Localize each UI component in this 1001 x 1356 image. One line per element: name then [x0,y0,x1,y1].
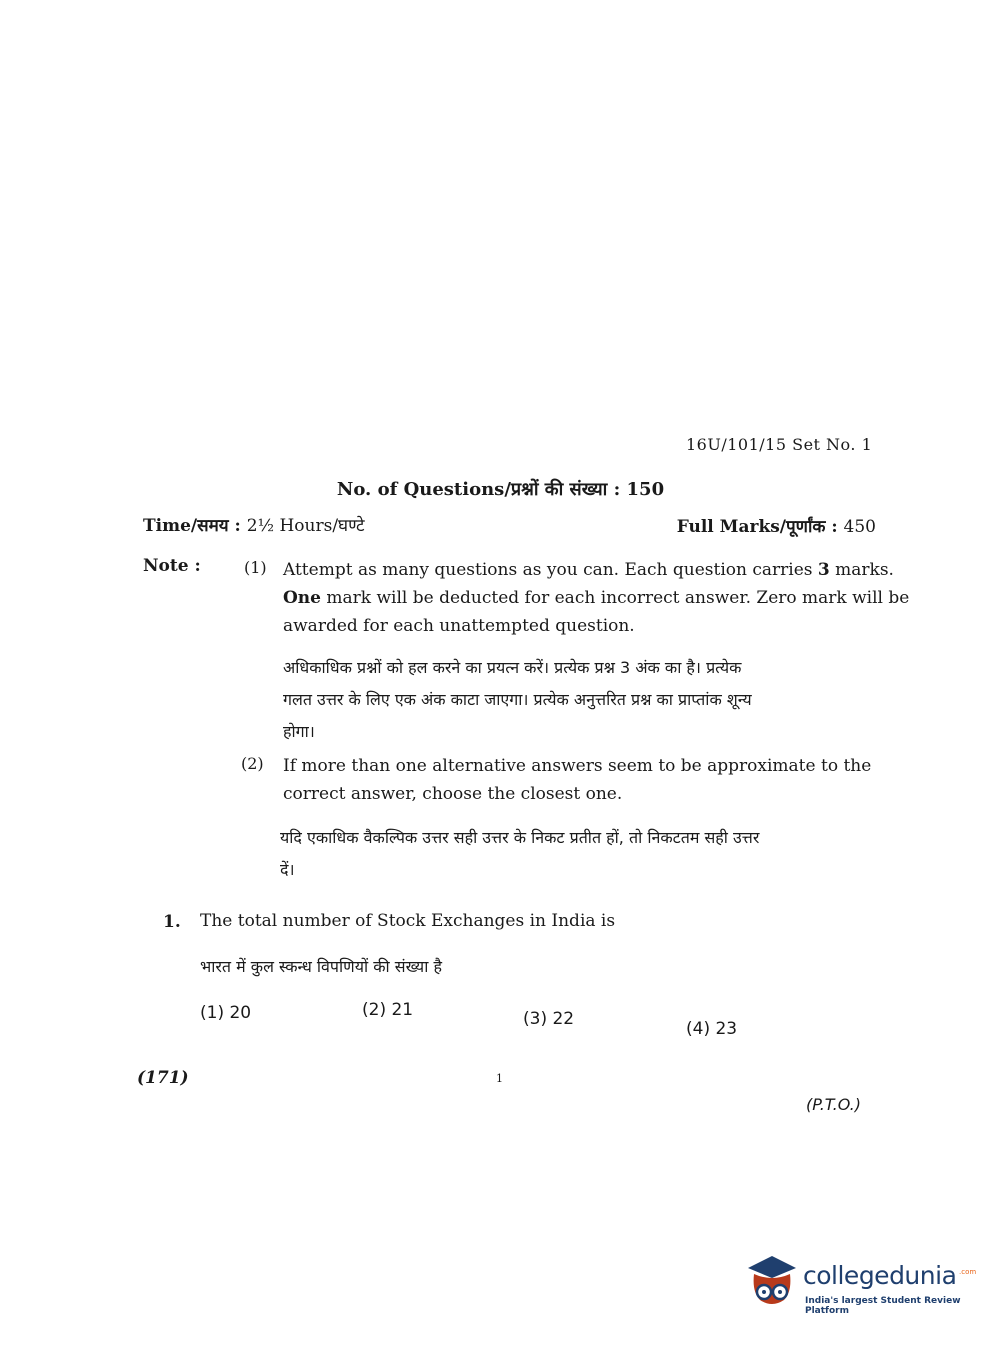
option-3: (3) 22 [523,1009,575,1029]
question-text-english: The total number of Stock Exchanges in India is [200,911,616,931]
marks-value: 450 [843,517,876,537]
note-item-2-english: If more than one alternative answers seem to be approximate to the correct answer, choose the closest one. [283,756,872,804]
questions-label: No. of Questions/प्रश्नों की संख्या : [336,479,627,500]
time-value: 2½ Hours/घण्टे [246,516,365,536]
note-item-number: (2) [241,754,264,773]
pto-label: (P.T.O.) [806,1095,862,1114]
questions-value: 150 [626,479,665,500]
option-2: (2) 21 [362,1000,414,1020]
time-label: Time/समय : [143,516,247,536]
note-item-1-hindi: अधिकाधिक प्रश्नों को हल करने का प्रयत्न करें। प्रत्येक प्रश्न 3 अंक का है। प्रत्येक गलत उत्तर के लिए एक अंक काटा जाएगा। प्रत्येक अनुत्तरित प्रश्न का प्राप्तांक शून्य होगा। [283,658,752,741]
question-number: 1. [163,912,181,932]
note-item-1-english: Attempt as many questions as you can. Each question carries 3 marks. One mark will be deducted for each incorrect answer. Zero mark will be awarded for each unattempted question. [283,560,910,636]
note-label: Note : [143,556,201,576]
footer-code: (171) [137,1068,189,1088]
full-marks [677,514,876,537]
time-info [143,513,365,536]
note-item-number: (1) [244,558,267,577]
page-number: 1 [496,1072,503,1085]
option-1: (1) 20 [200,1003,252,1023]
brand-name: collegedunia [803,1261,957,1290]
question-text-hindi: भारत में कुल स्कन्ध विपणियों की संख्या है [200,957,442,976]
option-4: (4) 23 [686,1019,738,1039]
note-item-2-hindi: यदि एकाधिक वैकल्पिक उत्तर सही उत्तर के निकट प्रतीत हों, तो निकटतम सही उत्तर दें। [280,828,760,879]
brand-tagline: India's largest Student Review Platform [805,1296,961,1316]
collegedunia-mascot-icon [742,1252,802,1312]
questions-count [0,477,1001,501]
marks-label: Full Marks/पूर्णांक : [676,517,844,537]
paper-code: 16U/101/15 Set No. 1 [686,435,873,454]
brand-suffix: .com [959,1268,977,1276]
